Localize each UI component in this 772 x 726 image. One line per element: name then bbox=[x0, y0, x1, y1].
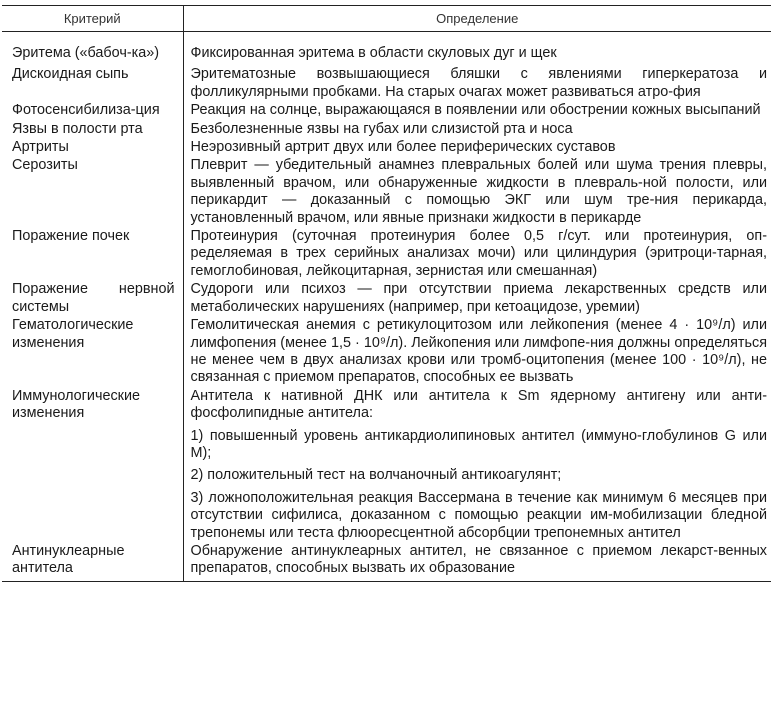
definition-cell bbox=[183, 32, 771, 67]
definition-cell bbox=[183, 121, 771, 139]
table-row bbox=[2, 139, 771, 157]
definition-text: Судороги или психоз — при отсутствии приема лекарственных средств или метаболических нарушениях (например, при кетоацидозе, уремии) bbox=[190, 281, 767, 315]
criterion-cell: Антинуклеарные антитела bbox=[2, 543, 183, 581]
definition-text: Гемолитическая анемия с ретикулоцитозом или лейкопения (менее 4 · 10⁹/л) или лимфопения (менее 1,5 · 10⁹/л). Лейкопения или лимфопе-ния должны определяться не менее чем в двух анализах крови или тромб-оцитопения (менее 100 · 10⁹/л), не связанная с приемом препаратов, способных ее вызвать bbox=[190, 317, 767, 386]
header-definition: Определение bbox=[183, 6, 771, 32]
table-header-row bbox=[2, 6, 771, 32]
table-row bbox=[2, 121, 771, 139]
table-row bbox=[2, 32, 771, 67]
table-row bbox=[2, 66, 771, 102]
definition-text: Антитела к нативной ДНК или антитела к Sm ядерному антигену или анти-фосфолипидные антитела: bbox=[190, 387, 767, 422]
criterion-cell: Поражение нервной системы bbox=[12, 281, 175, 315]
definition-cell bbox=[183, 281, 771, 317]
definition-cell bbox=[183, 388, 771, 543]
table-row bbox=[2, 157, 771, 228]
criterion-cell: Серозиты bbox=[12, 157, 78, 174]
definition-item: 3) ложноположительная реакция Вассермана в течение как минимум 6 месяцев при отсутствии сифилиса, доказанном с помощью реакции им-мобилизации бледной трепонемы или теста флюоресцентной абсорбции трепонемных антител bbox=[190, 489, 767, 541]
criterion-cell: Иммунологические изменения bbox=[12, 387, 141, 422]
header-criterion: Критерий bbox=[2, 6, 183, 32]
definition-cell bbox=[183, 102, 771, 120]
criterion-cell: Дискоидная сыпь bbox=[12, 66, 129, 83]
table-row bbox=[2, 281, 771, 317]
definition-cell bbox=[183, 66, 771, 102]
definition-text: Эритематозные возвышающиеся бляшки с явлениями гиперкератоза и фолликулярными пробками. На старых очагах может развиваться атро-фия bbox=[190, 66, 767, 100]
definition-cell bbox=[183, 157, 771, 228]
definition-text: Плеврит — убедительный анамнез плевральных болей или шума трения плевры, выявленный врачом, или обнаруженные жидкости в плевраль-ной полости, или перикардит — доказанный с помощью ЭКГ или шум тре-ния перикарда, установленный врачом, или явные признаки жидкости в перикарде bbox=[190, 157, 767, 226]
criterion-cell: Язвы в полости рта bbox=[12, 120, 143, 137]
definition-text: Безболезненные язвы на губах или слизистой рта и носа bbox=[190, 120, 573, 137]
definition-item: 2) положительный тест на волчаночный антикоагулянт; bbox=[190, 467, 562, 484]
table-row bbox=[2, 102, 771, 120]
table-row bbox=[2, 543, 771, 581]
definition-text: Фиксированная эритема в области скуловых дуг и щек bbox=[190, 45, 557, 61]
definition-text: Неэрозивный артрит двух или более периферических суставов bbox=[190, 139, 616, 156]
table-row bbox=[2, 228, 771, 281]
criterion-cell: Гематологические изменения bbox=[12, 317, 134, 351]
definition-cell bbox=[183, 543, 771, 581]
definition-text: Обнаружение антинуклеарных антител, не связанное с приемом лекарст-венных препаратов, способных вызвать их образование bbox=[190, 542, 767, 577]
criterion-cell: Фотосенсибилиза-ция bbox=[12, 102, 160, 119]
table-row bbox=[2, 317, 771, 388]
criteria-table bbox=[2, 5, 771, 582]
definition-cell bbox=[183, 317, 771, 388]
definition-text: Реакция на солнце, выражающаяся в появлении или обострении кожных высыпаний bbox=[190, 102, 761, 119]
definition-cell bbox=[183, 228, 771, 281]
criterion-cell: Артриты bbox=[12, 139, 69, 156]
table-row bbox=[2, 388, 771, 543]
criterion-cell: Эритема («бабоч-ка») bbox=[12, 45, 160, 61]
definition-text: Протеинурия (суточная протеинурия более 0,5 г/сут. или протеинурия, оп-ределяемая в трех серийных анализах мочи) или цилиндурия (эритроци-тарная, гемоглобиновая, лейкоцитарная, зернистая или смешанная) bbox=[190, 228, 767, 279]
definition-cell bbox=[183, 139, 771, 157]
criterion-cell: Поражение почек bbox=[12, 228, 130, 245]
definition-item: 1) повышенный уровень антикардиолипиновых антител (иммуно-глобулинов G или M); bbox=[190, 427, 767, 461]
